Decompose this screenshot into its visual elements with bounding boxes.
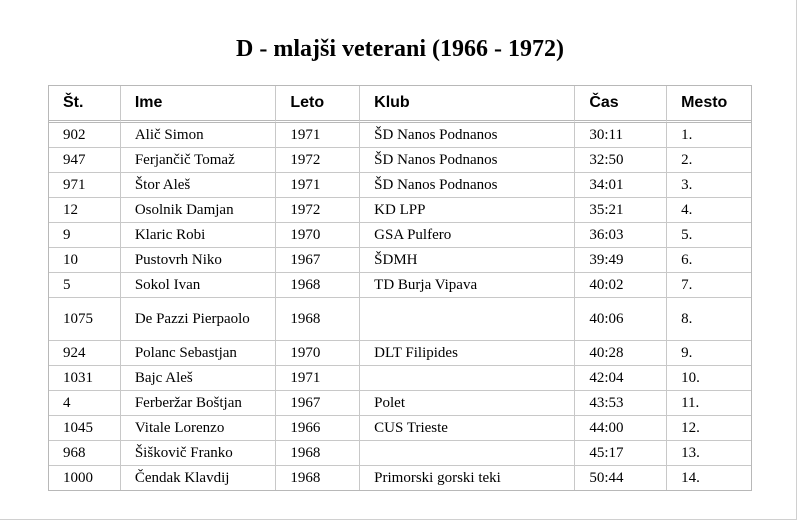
cell-ime: De Pazzi Pierpaolo (121, 298, 277, 341)
header-ime: Ime (121, 86, 277, 123)
cell-mesto: 12. (667, 416, 751, 441)
cell-st: 12 (49, 198, 121, 223)
header-cas: Čas (575, 86, 667, 123)
cell-klub: ŠDMH (360, 248, 575, 273)
cell-klub (360, 366, 575, 391)
cell-ime: Pustovrh Niko (121, 248, 277, 273)
cell-ime: Čendak Klavdij (121, 466, 277, 490)
cell-klub: CUS Trieste (360, 416, 575, 441)
cell-mesto: 9. (667, 341, 751, 366)
cell-klub: ŠD Nanos Podnanos (360, 148, 575, 173)
cell-mesto: 3. (667, 173, 751, 198)
cell-st: 924 (49, 341, 121, 366)
cell-leto: 1968 (276, 441, 360, 466)
header-mesto: Mesto (667, 86, 751, 123)
cell-cas: 45:17 (575, 441, 667, 466)
cell-ime: Šiškovič Franko (121, 441, 277, 466)
cell-mesto: 4. (667, 198, 751, 223)
cell-leto: 1971 (276, 173, 360, 198)
cell-cas: 50:44 (575, 466, 667, 490)
cell-ime: Vitale Lorenzo (121, 416, 277, 441)
cell-cas: 39:49 (575, 248, 667, 273)
cell-leto: 1972 (276, 148, 360, 173)
cell-st: 1031 (49, 366, 121, 391)
cell-st: 971 (49, 173, 121, 198)
cell-st: 10 (49, 248, 121, 273)
table-row (49, 441, 751, 466)
cell-mesto: 5. (667, 223, 751, 248)
table-row (49, 123, 751, 148)
cell-st: 947 (49, 148, 121, 173)
cell-ime: Štor Aleš (121, 173, 277, 198)
cell-st: 5 (49, 273, 121, 298)
table-row (49, 391, 751, 416)
table-row (49, 416, 751, 441)
cell-mesto: 7. (667, 273, 751, 298)
cell-ime: Polanc Sebastjan (121, 341, 277, 366)
cell-klub: ŠD Nanos Podnanos (360, 173, 575, 198)
cell-mesto: 1. (667, 123, 751, 148)
cell-mesto: 14. (681, 470, 700, 486)
table-row (49, 148, 751, 173)
cell-ime: Alič Simon (121, 123, 277, 148)
cell-cas: 40:06 (575, 298, 667, 341)
cell-mesto: 8. (667, 298, 751, 341)
cell-klub: DLT Filipides (360, 341, 575, 366)
cell-leto: 1967 (276, 248, 360, 273)
cell-st: 968 (49, 441, 121, 466)
cell-mesto: 2. (667, 148, 751, 173)
cell-klub: TD Burja Vipava (360, 273, 575, 298)
cell-st: 1000 (49, 466, 121, 490)
cell-leto: 1972 (276, 198, 360, 223)
cell-leto: 1971 (276, 123, 360, 148)
cell-cas: 35:21 (575, 198, 667, 223)
cell-leto: 1971 (276, 366, 360, 391)
cell-mesto: 11. (667, 391, 751, 416)
cell-ime: Klaric Robi (121, 223, 277, 248)
cell-leto: 1968 (276, 273, 360, 298)
cell-ime: Osolnik Damjan (121, 198, 277, 223)
cell-leto: 1970 (276, 341, 360, 366)
table-row (49, 198, 751, 223)
cell-mesto: 6. (667, 248, 751, 273)
table-row (49, 173, 751, 198)
cell-leto: 1968 (276, 466, 360, 490)
cell-leto: 1967 (276, 391, 360, 416)
cell-leto: 1970 (276, 223, 360, 248)
header-st: Št. (49, 86, 121, 123)
results-table (48, 85, 752, 491)
cell-leto: 1968 (276, 298, 360, 341)
cell-st: 902 (49, 123, 121, 148)
table-row (49, 273, 751, 298)
table-header-row (49, 86, 751, 123)
cell-klub: GSA Pulfero (360, 223, 575, 248)
table-row (49, 366, 751, 391)
page-title: D - mlajši veterani (1966 - 1972) (236, 36, 564, 62)
table-row (49, 223, 751, 248)
cell-ime: Sokol Ivan (121, 273, 277, 298)
cell-cas: 43:53 (575, 391, 667, 416)
cell-st: 1075 (49, 298, 121, 341)
cell-cas: 32:50 (575, 148, 667, 173)
cell-leto: 1966 (276, 416, 360, 441)
header-klub: Klub (360, 86, 575, 123)
cell-klub: Polet (360, 391, 575, 416)
cell-ime: Ferjančič Tomaž (121, 148, 277, 173)
cell-cas: 30:11 (575, 123, 667, 148)
cell-cas: 36:03 (575, 223, 667, 248)
table-row (49, 466, 751, 490)
cell-ime: Bajc Aleš (121, 366, 277, 391)
cell-klub (360, 298, 575, 341)
cell-cas: 44:00 (575, 416, 667, 441)
cell-klub (360, 441, 575, 466)
cell-klub: KD LPP (360, 198, 575, 223)
table-row (49, 341, 751, 366)
cell-cas: 34:01 (575, 173, 667, 198)
cell-st: 4 (49, 391, 121, 416)
header-leto: Leto (276, 86, 360, 123)
cell-cas: 40:02 (575, 273, 667, 298)
table-row (49, 298, 751, 341)
cell-st: 9 (49, 223, 121, 248)
cell-ime: Ferberžar Boštjan (121, 391, 277, 416)
cell-mesto: 13. (667, 441, 751, 466)
cell-klub: Primorski gorski teki (360, 466, 575, 490)
cell-cas: 42:04 (575, 366, 667, 391)
cell-st: 1045 (49, 416, 121, 441)
table-row (49, 248, 751, 273)
cell-cas: 40:28 (575, 341, 667, 366)
cell-klub: ŠD Nanos Podnanos (360, 123, 575, 148)
cell-mesto: 10. (667, 366, 751, 391)
